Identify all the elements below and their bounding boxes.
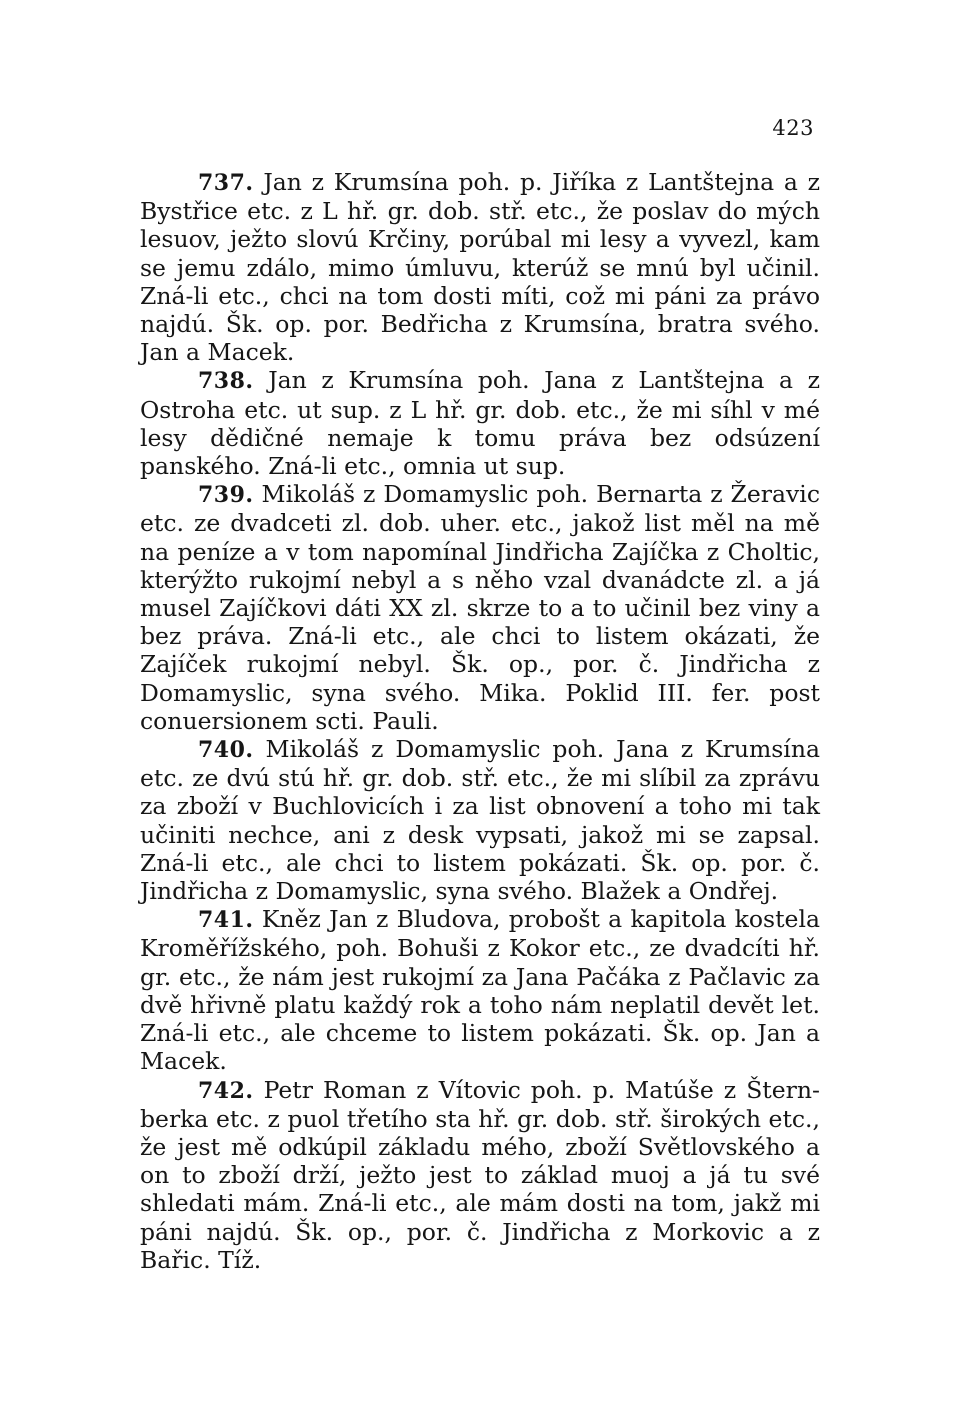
- entry-text: Mikoláš z Domamyslic poh. Jana z Krumsína etc. ze dvú stú hř. gr. dob. stř. etc., že mi slíbil za zprávu za zboží v Buchlovicích i za list obnovení a toho mi tak učiniti nechce, ani z desk vypsati, jakož mi se zapsal. Zná-li etc., ale chci to listem pokázati. Šk. op. por. č. Jindřicha z Domamyslic, syna svého. Blažek a Ondřej.: [140, 735, 820, 906]
- entry-738: [140, 366, 820, 480]
- entry-text: Kněz Jan z Bludova, probošt a kapitola kostela Kroměřížského, poh. Bohuši z Kokor etc., ze dvadcíti hř. gr. etc., že nám jest rukojmí za Jana Pačáka z Pačlavic za dvě hřivně platu každý rok a toho nám neplatil devět let. Zná-li etc., ale chceme to listem pokázati. Šk. op. Jan a Macek.: [140, 905, 820, 1076]
- entry-737: [140, 168, 820, 366]
- entry-number: 741.: [198, 907, 254, 934]
- entry-text: Petr Roman z Vítovic poh. p. Matúše z Šternberka etc. z puol třetího sta hř. gr. dob. stř. širokých etc., že jest mě odkúpil základu mého, zboží Světlovského a on to zboží drží, ježto jest to základ muoj a já tu své shledati mám. Zná-li etc., ale mám dosti na tom, jakž mi páni najdú. Šk. op., por. č. Jindřicha z Morkovic a z Bařic. Tíž.: [140, 1075, 820, 1274]
- entry-number: 738.: [198, 368, 254, 395]
- entry-text: Mikoláš z Domamyslic poh. Bernarta z Žeravic etc. ze dvadceti zl. dob. uher. etc., jakož list měl na mě na peníze a v tom napomínal Jindřicha Zajíčka z Choltic, kterýžto rukojmí nebyl a s něho vzal dvanádcte zl. a já musel Zajíčkovi dáti XX zl. skrze to a to učinil bez viny a bez práva. Zná-li etc., ale chci to listem okázati, že Zajíček rukojmí nebyl. Šk. op., por. č. Jindřicha z Domamyslic, syna svého. Mika. Poklid III. fer. post conuersionem scti. Pauli.: [140, 480, 820, 735]
- entry-742: [140, 1076, 820, 1274]
- document-body: [140, 168, 820, 1274]
- entry-number: 740.: [198, 737, 254, 764]
- entry-740: [140, 735, 820, 905]
- page-number: 423: [772, 116, 814, 140]
- entry-text: Jan z Krumsína poh. Jana z Lantštejna a z Ostroha etc. ut sup. z L hř. gr. dob. etc., že mi síhl v mé lesy dědičné nemaje k tomu práva bez odsúzení panského. Zná-li etc., omnia ut sup.: [140, 366, 820, 481]
- entry-number: 742.: [198, 1077, 254, 1104]
- entry-text: Jan z Krumsína poh. p. Jiříka z Lantštejna a z Bystřice etc. z L hř. gr. dob. stř. etc., že poslav do mých lesuov, ježto slovú Krčiny, porúbal mi lesy a vyvezl, kam se jemu zdálo, mimo úmluvu, kterúž se mnú byl učinil. Zná-li etc., chci na tom dosti míti, což mi páni za právo najdú. Šk. op. por. Bedřicha z Krumsína, bratra svého. Jan a Macek.: [140, 168, 820, 367]
- entry-number: 737.: [198, 170, 254, 196]
- entry-number: 739.: [198, 482, 254, 509]
- entry-741: [140, 905, 820, 1075]
- entry-739: [140, 480, 820, 735]
